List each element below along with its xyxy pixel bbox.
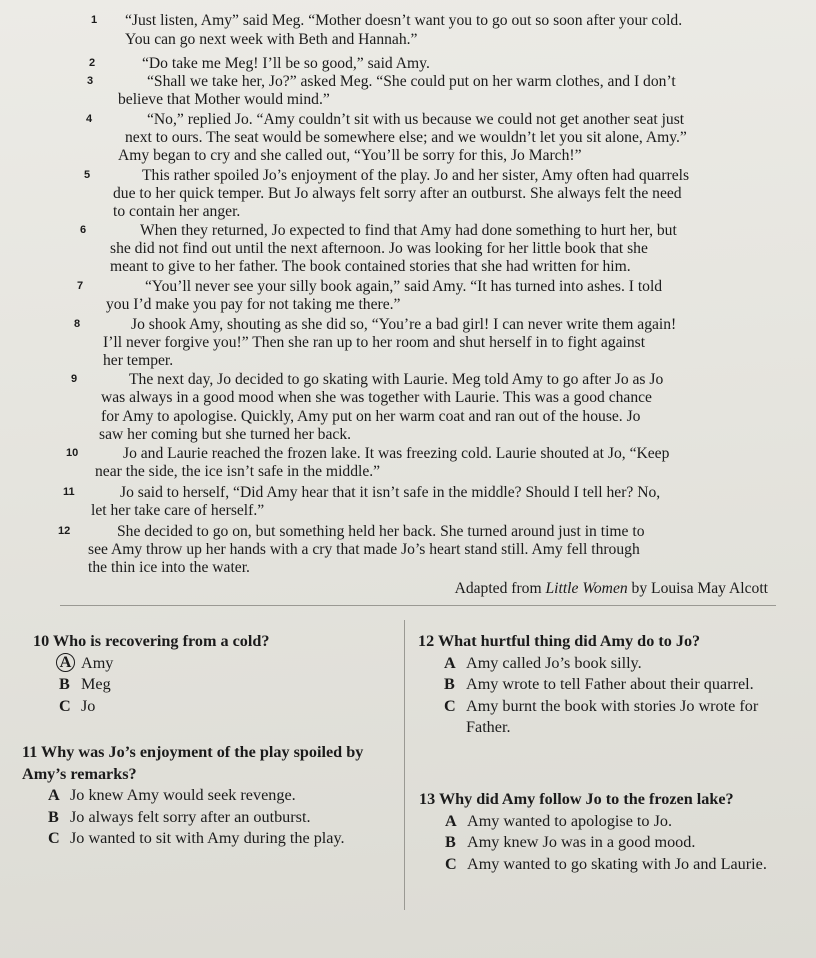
option-text: Amy <box>81 653 114 672</box>
passage-line: her temper. <box>103 352 174 369</box>
passage-line: the thin ice into the water. <box>88 559 250 576</box>
paragraph-number: 12 <box>58 525 71 537</box>
option-c[interactable] <box>445 854 804 876</box>
option-letter: B <box>48 807 59 826</box>
passage-line: meant to give to her father. The book contained stories that she had written for him. <box>110 258 631 275</box>
option-letter: A <box>445 811 457 830</box>
option-text: Amy knew Jo was in a good mood. <box>467 833 696 851</box>
paragraph-number: 11 <box>63 486 75 498</box>
option-b[interactable] <box>445 832 804 854</box>
passage-line: She decided to go on, but something held her back. She turned around just in time to <box>117 523 645 540</box>
option-letter: A <box>56 653 75 672</box>
passage-line: saw her coming but she turned her back. <box>99 426 352 443</box>
question-12 <box>418 631 803 739</box>
section-divider <box>60 605 776 606</box>
option-text: Amy burnt the book with stories Jo wrote for Father. <box>466 696 759 736</box>
option-a[interactable] <box>59 653 393 675</box>
book-title: Little Women <box>545 580 628 597</box>
option-letter: B <box>444 675 455 693</box>
option-text: Jo knew Amy would seek revenge. <box>70 786 296 804</box>
passage-line: Jo said to herself, “Did Amy hear that it isn’t safe in the middle? Should I tell her? No, <box>120 484 661 501</box>
question-stem: 11 Why was Jo’s enjoyment of the play spoiled by Amy’s remarks? <box>22 743 364 783</box>
option-b[interactable] <box>48 807 392 829</box>
paragraph-number: 5 <box>84 169 91 181</box>
option-a[interactable] <box>444 653 803 675</box>
option-c[interactable] <box>444 696 803 739</box>
passage-line: see Amy throw up her hands with a cry that made Jo’s heart stand still. Amy fell through <box>88 541 640 558</box>
option-text: Amy wanted to apologise to Jo. <box>467 811 673 830</box>
paragraph-number: 6 <box>80 224 87 236</box>
question-stem: 10 Who is recovering from a cold? <box>33 632 270 650</box>
passage-line: “Shall we take her, Jo?” asked Meg. “She could put on her warm clothes, and I don’t <box>147 73 676 90</box>
option-c[interactable] <box>59 696 393 718</box>
passage-line: near the side, the ice isn’t safe in the middle.” <box>95 463 381 480</box>
option-text: Amy wanted to go skating with Jo and Laurie. <box>467 854 767 873</box>
passage-line: When they returned, Jo expected to find that Amy had done something to hurt her, but <box>140 222 677 239</box>
passage-line: You can go next week with Beth and Hannah.” <box>125 31 418 48</box>
option-letter: B <box>59 675 70 693</box>
passage-line: to contain her anger. <box>113 203 241 220</box>
paragraph-number: 1 <box>91 14 98 26</box>
passage-line: “You’ll never see your silly book again,” said Amy. “It has turned into ashes. I told <box>145 278 663 295</box>
paragraph-number: 2 <box>89 57 96 69</box>
passage-line: Amy began to cry and she called out, “You’ll be sorry for this, Jo March!” <box>118 147 582 164</box>
option-letter: C <box>48 829 60 847</box>
option-a[interactable] <box>48 785 392 807</box>
option-letter: B <box>445 833 456 851</box>
column-divider <box>404 620 405 910</box>
paragraph-number: 7 <box>77 280 84 292</box>
option-letter: A <box>48 786 60 804</box>
passage-line: “No,” replied Jo. “Amy couldn’t sit with us because we could not get another seat just <box>147 111 685 128</box>
question-stem: 12 What hurtful thing did Amy do to Jo? <box>418 632 701 650</box>
passage-line: you I’d make you pay for not taking me there.” <box>106 296 401 313</box>
passage-line: next to ours. The seat would be somewhere else; and we wouldn’t let you sit alone, Amy.” <box>125 129 687 146</box>
option-b[interactable] <box>444 674 803 696</box>
passage-line: was always in a good mood when she was together with Laurie. This was a good chance <box>101 389 652 406</box>
passage-line: This rather spoiled Jo’s enjoyment of the play. Jo and her sister, Amy often had quarrels <box>142 167 690 184</box>
paragraph-number: 8 <box>74 318 81 330</box>
passage-line: I’ll never forgive you!” Then she ran up to her room and shut herself in to fight against <box>103 334 646 351</box>
option-text: Amy called Jo’s book silly. <box>466 653 642 672</box>
attribution: Adapted from Little Women by Louisa May Alcott <box>454 580 768 597</box>
option-text: Amy wrote to tell Father about their quarrel. <box>466 675 754 693</box>
option-a[interactable] <box>445 811 804 833</box>
question-stem: 13 Why did Amy follow Jo to the frozen lake? <box>419 790 734 808</box>
option-letter: C <box>444 696 456 715</box>
option-letter: A <box>444 653 456 672</box>
question-13 <box>419 789 804 875</box>
passage-line: The next day, Jo decided to go skating with Laurie. Meg told Amy to go after Jo as Jo <box>129 371 664 388</box>
option-text: Meg <box>81 675 111 693</box>
option-letter: C <box>59 696 71 715</box>
passage-line: she did not find out until the next afternoon. Jo was looking for her little book that she <box>110 240 648 257</box>
passage-line: for Amy to apologise. Quickly, Amy put on her warm coat and ran out of the house. Jo <box>101 408 641 425</box>
question-10 <box>33 631 393 717</box>
passage-line: due to her quick temper. But Jo always felt sorry after an outburst. She always felt the need <box>113 185 682 202</box>
paragraph-number: 10 <box>66 447 79 459</box>
option-c[interactable] <box>48 828 392 850</box>
passage-line: let her take care of herself.” <box>91 502 265 519</box>
option-text: Jo <box>81 696 96 715</box>
passage-line: believe that Mother would mind.” <box>118 91 330 108</box>
question-11 <box>22 742 392 850</box>
paragraph-number: 4 <box>86 113 93 125</box>
option-letter: C <box>445 854 457 873</box>
passage-line: “Just listen, Amy” said Meg. “Mother doesn’t want you to go out so soon after your cold. <box>125 12 683 29</box>
option-b[interactable] <box>59 674 393 696</box>
paragraph-number: 9 <box>71 373 78 385</box>
option-text: Jo wanted to sit with Amy during the play. <box>70 829 345 847</box>
passage-line: Jo and Laurie reached the frozen lake. It was freezing cold. Laurie shouted at Jo, “Keep <box>123 445 670 462</box>
paragraph-number: 3 <box>87 75 94 87</box>
option-text: Jo always felt sorry after an outburst. <box>70 807 311 826</box>
passage-line: “Do take me Meg! I’ll be so good,” said Amy. <box>142 55 430 72</box>
passage-line: Jo shook Amy, shouting as she did so, “You’re a bad girl! I can never write them again! <box>131 316 677 333</box>
